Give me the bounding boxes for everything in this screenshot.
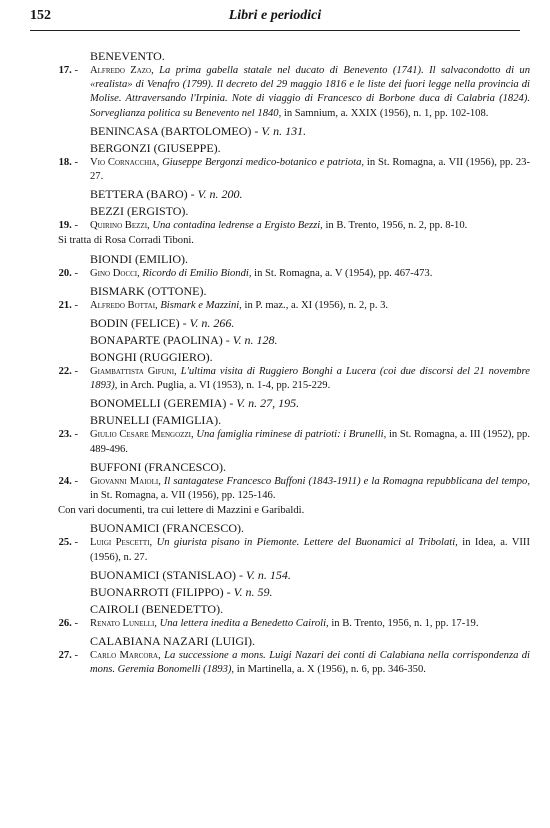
entry-number: 23. - [58,429,78,441]
subject-heading [42,252,530,266]
entry-number: 19. - [58,220,78,232]
heading-text: BUFFONI (FRANCESCO). [90,459,227,474]
entry-number-text: 20. [58,267,72,279]
heading-text: BONGHI (RUGGIERO). [90,350,213,365]
subject-heading [42,141,530,155]
subject-heading [42,49,530,63]
entry-number: 22. - [58,366,78,378]
entry-number: 24. - [58,475,78,487]
subject-heading [42,602,530,616]
entry-author: Luigi Pescetti, [90,537,153,549]
entry-number: 21. - [58,299,78,311]
entry-title: Una contadina ledrense a Ergisto Bezzi, [152,220,323,232]
subject-heading [42,204,530,218]
entry-number: 17. - [58,65,78,76]
entry-source: in St. Romagna, a. VII (1956), pp. 125-146. [90,490,276,502]
entry-title: La successione a mons. Luigi Nazari dei conti di Calabiana nella corrispondenza di mons. Geremia Bonomelli (1893), [90,650,530,676]
heading-text: BUONAMICI (FRANCESCO). [90,521,245,536]
entry-title: Il santagatese Francesco Buffoni (1843-1911) e la Romagna repubblicana del tempo, [163,475,530,487]
bibliographic-entry [58,617,530,631]
bibliographic-entry [58,365,530,393]
bibliographic-entry [58,267,530,281]
bibliographic-entry [58,156,530,184]
entry-source: in Martinella, a. X (1956), n. 6, pp. 346-350. [236,664,426,676]
entry-author: Giulio Cesare Mengozzi, [90,429,194,441]
entry-author: Quirino Bezzi, [90,220,150,232]
entry-title: Giuseppe Bergonzi medico-botanico e patriota, [162,156,365,168]
cross-reference[interactable]: - V. n. 128. [225,333,278,348]
entry-author: Alfredo Bottai, [90,299,158,311]
heading-text: BENEVENTO. [90,49,165,63]
heading-text: BENINCASA (BARTOLOMEO) [90,123,252,138]
heading-text: BIONDI (EMILIO). [90,251,188,266]
entry-author: Renato Lunelli, [90,617,157,629]
heading-text: BUONAMICI (STANISLAO) [90,567,237,582]
subject-heading [42,284,530,298]
entry-author: Alfredo Zazo, [90,65,154,76]
entry-title: L'ultima visita di Ruggiero Bonghi a Lucera (coi due discorsi del 21 novembre 1893), [90,366,530,392]
subject-heading [42,634,530,648]
entry-number-text: 23. [58,429,72,441]
entry-number-text: 18. [58,156,72,168]
heading-text: CALABIANA NAZARI (LUIGI). [90,634,255,649]
entry-note: Si tratta di Rosa Corradi Tiboni. [58,235,194,247]
entry-source: in Idea, a. VIII (1956), n. 27. [90,537,530,563]
entry-title: Una famiglia riminese di patrioti: i Brunelli, [196,429,387,441]
heading-text: BONOMELLI (GEREMIA) [90,396,227,411]
entry-number-text: 19. [58,220,72,232]
entry-number-text: 27. [58,650,72,662]
heading-text: BODIN (FELICE) [90,316,180,331]
entry-number-text: 24. [58,475,72,487]
heading-text: BONAPARTE (PAOLINA) [90,333,223,348]
cross-reference[interactable]: - V. n. 59. [226,584,273,599]
entry-number: 25. - [58,537,78,549]
entry-source: in St. Romagna, a. VII (1956), pp. 23-27. [90,156,530,183]
bibliographic-entry [58,299,530,313]
subject-heading [42,413,530,427]
entry-source: in St. Romagna, a. V (1954), pp. 467-473. [254,267,433,279]
entry-number: 20. - [58,267,78,279]
subject-heading [42,350,530,364]
bibliographic-entry [58,649,530,677]
subject-heading [42,521,530,535]
bibliographic-entry [58,64,530,121]
heading-text: BEZZI (ERGISTO). [90,204,189,219]
entry-source: in P. maz., a. XI (1956), n. 2, p. 3. [244,299,389,311]
entry-title: Bismark e Mazzini, [160,299,242,311]
entry-number-text: 26. [58,617,72,629]
bibliographic-entry [58,219,530,233]
entry-source: in Samnium, a. XXIX (1956), n. 1, pp. 102-108. [283,107,489,119]
heading-text: BETTERA (BARO) [90,187,188,202]
entry-title: Un giurista pisano in Piemonte. Lettere del Buonamici al Tribolati, [156,537,458,549]
entry-author: Vio Cornacchia, [90,156,160,168]
subject-heading [42,396,530,410]
entry-title: La prima gabella statale nel ducato di Benevento (1741). Il salvacondotto di un «realista» di Venafro (1799). Il decreto del 29 maggio 1816 e le liste dei fuori legge nella provincia di Molise. Attraversando l'Irpinia. Note di viaggio di Francesco di Borbone duca di Calabria (1824). Sorveglianza politica su Benevento nel 1840, [90,65,530,119]
subject-heading [42,460,530,474]
subject-heading [42,316,530,330]
bibliographic-entry [58,428,530,456]
entry-number: 27. - [58,650,78,662]
bibliography-list [42,46,530,680]
heading-text: BRUNELLI (FAMIGLIA). [90,413,222,428]
heading-text: BISMARK (OTTONE). [90,283,207,298]
entry-author: Gino Docci, [90,267,140,279]
cross-reference[interactable]: - V. n. 154. [239,567,291,582]
cross-reference[interactable]: - V. n. 200. [190,187,243,202]
cross-reference[interactable]: - V. n. 27, 195. [229,396,300,411]
entry-number-text: 25. [58,537,72,549]
entry-number-text: 22. [58,366,72,378]
entry-author: Giovanni Maioli, [90,475,161,487]
cross-reference[interactable]: - V. n. 131. [254,123,307,138]
entry-number-text: 21. [58,299,72,311]
cross-reference[interactable]: - V. n. 266. [182,316,235,331]
entry-source: in B. Trento, 1956, n. 1, pp. 17-19. [331,617,479,629]
running-title: Libri e periodici [228,8,322,23]
subject-heading [42,585,530,599]
entry-number-text: 17. [58,65,72,76]
running-header [30,6,520,31]
entry-source: in Arch. Puglia, a. VI (1953), n. 1-4, pp. 215-229. [120,380,331,392]
entry-source: in St. Romagna, a. III (1952), pp. 489-496. [90,429,530,455]
heading-text: BUONARROTI (FILIPPO) [90,584,224,599]
subject-heading [42,124,530,138]
subject-heading [42,568,530,582]
entry-author: Carlo Marcora, [90,650,161,662]
entry-author: Giambattista Gifuni, [90,366,177,378]
subject-heading [42,333,530,347]
entry-note: Con vari documenti, tra cui lettere di Mazzini e Garibaldi. [58,505,305,517]
page-number: 152 [30,8,51,23]
bibliographic-entry [58,475,530,503]
heading-text: CAIROLI (BENEDETTO). [90,601,224,616]
entry-title: Ricordo di Emilio Biondi, [142,267,252,279]
heading-text: BERGONZI (GIUSEPPE). [90,140,221,155]
entry-number: 18. - [58,156,78,168]
entry-source: in B. Trento, 1956, n. 2, pp. 8-10. [325,220,468,232]
subject-heading [42,187,530,201]
entry-number: 26. - [58,617,78,629]
entry-title: Una lettera inedita a Benedetto Cairoli, [159,617,329,629]
bibliographic-entry [58,536,530,564]
